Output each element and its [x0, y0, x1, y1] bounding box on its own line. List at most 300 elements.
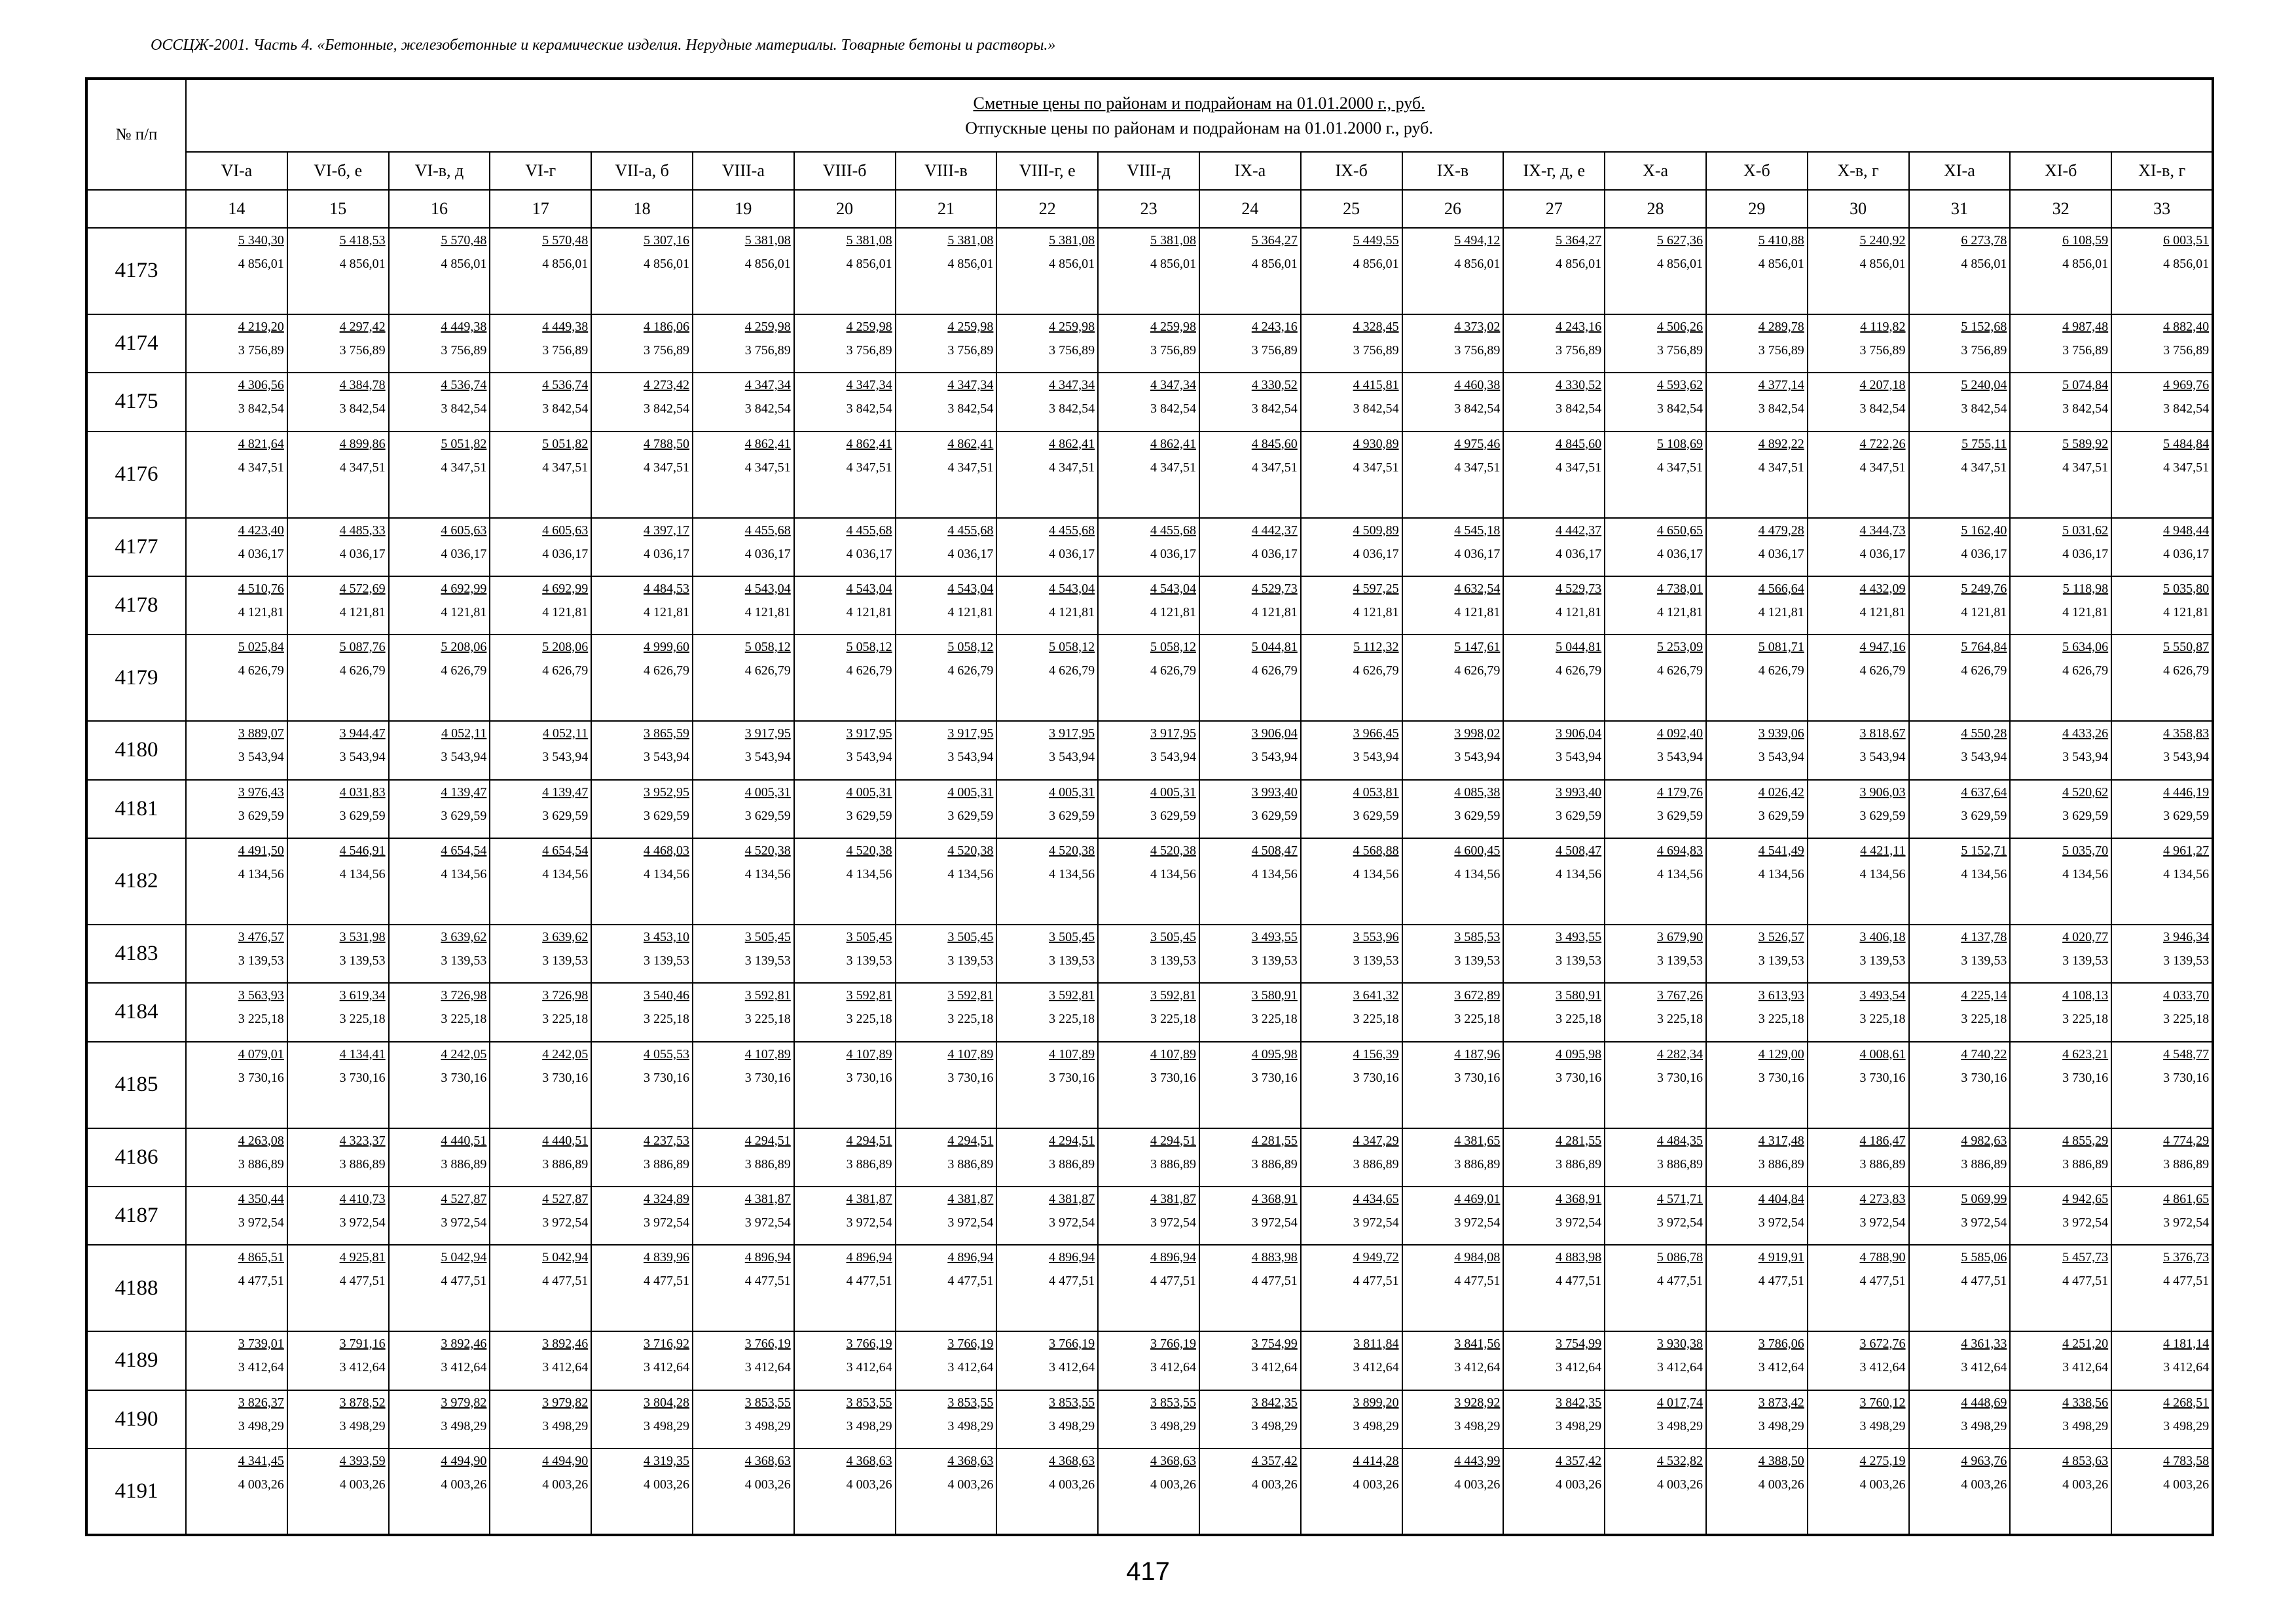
column-index: 18 [591, 190, 693, 228]
price-cell [1301, 780, 1402, 838]
price-cell [389, 576, 490, 635]
price-cell [996, 1187, 1098, 1245]
release-price: 3 886,89 [643, 1156, 689, 1172]
estimated-price: 3 592,81 [846, 988, 892, 1003]
release-price: 3 225,18 [846, 1012, 892, 1027]
estimated-price: 4 568,88 [1353, 843, 1399, 858]
release-price: 3 972,54 [238, 1215, 284, 1230]
estimated-price: 3 592,81 [1049, 988, 1095, 1003]
estimated-price: 4 855,29 [2062, 1133, 2109, 1148]
estimated-price: 5 035,80 [2163, 581, 2210, 596]
price-cell [1909, 1128, 2011, 1187]
release-price: 4 036,17 [947, 546, 994, 561]
price-cell [1605, 925, 1706, 983]
estimated-price: 4 862,41 [846, 436, 892, 451]
row-number: 4180 [86, 721, 186, 779]
price-cell [996, 228, 1098, 314]
estimated-price: 3 613,93 [1758, 988, 1804, 1003]
estimated-price: 3 966,45 [1353, 726, 1399, 741]
price-cell [1605, 576, 1706, 635]
price-cell [1503, 373, 1605, 431]
estimated-price: 3 453,10 [643, 929, 689, 944]
estimated-price: 3 766,19 [1150, 1337, 1196, 1352]
price-cell [693, 983, 794, 1041]
release-price: 3 139,53 [1353, 953, 1399, 968]
price-cell [287, 1042, 389, 1128]
price-cell [1301, 1042, 1402, 1128]
estimated-price: 4 381,87 [1049, 1191, 1095, 1206]
estimated-price: 4 694,83 [1656, 843, 1703, 858]
estimated-price: 4 984,08 [1454, 1250, 1501, 1265]
estimated-price: 3 791,16 [339, 1337, 386, 1352]
release-price: 4 134,56 [1656, 867, 1703, 882]
region-header: VII-а, б [591, 152, 693, 190]
release-price: 4 134,56 [2062, 867, 2109, 882]
release-price: 3 225,18 [744, 1012, 791, 1027]
release-price: 3 412,64 [1556, 1360, 1602, 1375]
release-price: 3 730,16 [947, 1070, 994, 1085]
price-cell [1098, 983, 1199, 1041]
price-cell [490, 1187, 591, 1245]
release-price: 3 543,94 [441, 750, 487, 765]
price-cell [693, 1245, 794, 1331]
release-price: 4 121,81 [2062, 604, 2109, 619]
row-number: 4186 [86, 1128, 186, 1187]
estimated-price: 5 484,84 [2163, 436, 2210, 451]
estimated-price: 3 826,37 [238, 1395, 284, 1410]
estimated-price: 4 455,68 [947, 523, 994, 538]
estimated-price: 3 505,45 [1150, 929, 1196, 944]
price-cell [1605, 373, 1706, 431]
estimated-price: 5 764,84 [1961, 640, 2007, 655]
estimated-price: 4 548,77 [2163, 1046, 2210, 1061]
price-cell [1808, 518, 1909, 576]
price-cell [490, 228, 591, 314]
release-price: 4 347,51 [1656, 460, 1703, 475]
price-cell [1098, 780, 1199, 838]
release-price: 4 134,56 [744, 867, 791, 882]
price-cell [1706, 373, 1808, 431]
release-price: 3 498,29 [1758, 1418, 1804, 1433]
estimated-price: 3 639,62 [542, 929, 589, 944]
price-cell [1909, 576, 2011, 635]
release-price: 3 886,89 [1556, 1156, 1602, 1172]
estimated-price: 4 031,83 [339, 784, 386, 800]
release-price: 4 477,51 [339, 1274, 386, 1289]
estimated-price: 4 455,68 [846, 523, 892, 538]
price-cell [1402, 780, 1504, 838]
estimated-price: 5 035,70 [2062, 843, 2109, 858]
price-cell [794, 1449, 896, 1535]
estimated-price: 3 976,43 [238, 784, 284, 800]
release-price: 3 756,89 [1353, 342, 1399, 358]
price-cell [1098, 1187, 1199, 1245]
price-cell [996, 925, 1098, 983]
estimated-price: 4 484,35 [1656, 1133, 1703, 1148]
estimated-price: 4 597,25 [1353, 581, 1399, 596]
release-price: 4 036,17 [643, 546, 689, 561]
estimated-price: 5 381,08 [947, 233, 994, 248]
release-price: 3 730,16 [2062, 1070, 2109, 1085]
estimated-price: 5 108,69 [1656, 436, 1703, 451]
estimated-price: 5 589,92 [2062, 436, 2109, 451]
row-number: 4173 [86, 228, 186, 314]
estimated-price: 5 058,12 [846, 640, 892, 655]
estimated-price: 4 520,38 [947, 843, 994, 858]
release-price: 4 134,56 [1049, 867, 1095, 882]
estimated-price: 4 357,42 [1251, 1454, 1298, 1469]
price-cell [2010, 314, 2111, 373]
release-price: 4 856,01 [1353, 257, 1399, 271]
price-cell [1706, 518, 1808, 576]
estimated-price: 3 998,02 [1454, 726, 1501, 741]
release-price: 3 842,54 [441, 401, 487, 416]
estimated-price: 5 081,71 [1758, 640, 1804, 655]
release-price: 4 626,79 [1049, 663, 1095, 678]
release-price: 3 498,29 [1251, 1418, 1298, 1433]
estimated-price: 4 449,38 [542, 319, 589, 334]
estimated-price: 4 536,74 [441, 378, 487, 393]
estimated-price: 4 508,47 [1556, 843, 1602, 858]
price-cell [1301, 1245, 1402, 1331]
region-header: VI-в, д [389, 152, 490, 190]
estimated-price: 4 896,94 [744, 1250, 791, 1265]
estimated-price: 4 324,89 [643, 1191, 689, 1206]
release-price: 3 730,16 [1758, 1070, 1804, 1085]
release-price: 4 856,01 [542, 257, 589, 271]
estimated-price: 4 468,03 [643, 843, 689, 858]
price-cell [794, 780, 896, 838]
row-number: 4175 [86, 373, 186, 431]
price-cell [2010, 1449, 2111, 1535]
release-price: 3 225,18 [1150, 1012, 1196, 1027]
price-cell [1301, 983, 1402, 1041]
price-cell [1503, 1245, 1605, 1331]
release-price: 4 003,26 [238, 1477, 284, 1492]
release-price: 4 003,26 [1556, 1477, 1602, 1492]
release-price: 3 842,54 [2062, 401, 2109, 416]
release-price: 4 134,56 [1859, 867, 1906, 882]
price-cell [1605, 780, 1706, 838]
estimated-price: 5 025,84 [238, 640, 284, 655]
price-cell [2111, 1245, 2213, 1331]
estimated-price: 4 259,98 [744, 319, 791, 334]
price-cell [1605, 432, 1706, 518]
release-price: 3 225,18 [441, 1012, 487, 1027]
region-header: IX-а [1199, 152, 1301, 190]
price-cell [490, 432, 591, 518]
release-price: 3 886,89 [1353, 1156, 1399, 1172]
price-cell [1605, 721, 1706, 779]
price-cell [1503, 1449, 1605, 1535]
price-cell [591, 576, 693, 635]
release-price: 3 498,29 [1353, 1418, 1399, 1433]
price-cell [1503, 838, 1605, 925]
price-cell [287, 721, 389, 779]
estimated-price: 4 896,94 [1150, 1250, 1196, 1265]
price-cell [1199, 1449, 1301, 1535]
price-cell [896, 432, 997, 518]
release-price: 3 886,89 [2163, 1156, 2210, 1172]
release-price: 4 856,01 [846, 257, 892, 271]
price-cell [1909, 518, 2011, 576]
release-price: 4 477,51 [1656, 1274, 1703, 1289]
table-row [86, 780, 2213, 838]
price-cell [490, 373, 591, 431]
estimated-price: 4 282,34 [1656, 1046, 1703, 1061]
estimated-price: 6 108,59 [2062, 233, 2109, 248]
price-cell [1301, 1187, 1402, 1245]
price-cell [1098, 1042, 1199, 1128]
estimated-price: 4 107,89 [744, 1046, 791, 1061]
release-price: 3 756,89 [744, 342, 791, 358]
release-price: 4 626,79 [643, 663, 689, 678]
release-price: 4 856,01 [1556, 257, 1602, 271]
estimated-price: 4 207,18 [1859, 378, 1906, 393]
release-price: 3 886,89 [542, 1156, 589, 1172]
estimated-price: 5 042,94 [441, 1250, 487, 1265]
release-price: 3 842,54 [2163, 401, 2210, 416]
price-cell [186, 838, 287, 925]
release-price: 3 972,54 [1961, 1215, 2007, 1230]
release-price: 4 347,51 [339, 460, 386, 475]
estimated-price: 3 873,42 [1758, 1395, 1804, 1410]
price-cell [896, 721, 997, 779]
price-cell [1706, 228, 1808, 314]
region-header: IX-б [1301, 152, 1402, 190]
table-row [86, 721, 2213, 779]
estimated-price: 3 917,95 [947, 726, 994, 741]
table-row [86, 1128, 2213, 1187]
release-price: 3 498,29 [2062, 1418, 2109, 1433]
row-number: 4187 [86, 1187, 186, 1245]
price-cell [1909, 228, 2011, 314]
release-price: 3 139,53 [1251, 953, 1298, 968]
price-cell [591, 721, 693, 779]
estimated-price: 4 448,69 [1961, 1395, 2007, 1410]
release-price: 3 543,94 [238, 750, 284, 765]
estimated-price: 4 738,01 [1656, 581, 1703, 596]
price-cell [1503, 228, 1605, 314]
release-price: 3 629,59 [1150, 808, 1196, 823]
release-price: 3 842,54 [1961, 401, 2007, 416]
release-price: 3 543,94 [1049, 750, 1095, 765]
estimated-price: 3 672,76 [1859, 1337, 1906, 1352]
table-row [86, 1390, 2213, 1449]
price-cell [490, 1331, 591, 1390]
region-header: VIII-а [693, 152, 794, 190]
estimated-price: 5 755,11 [1961, 436, 2007, 451]
price-cell [1605, 983, 1706, 1041]
column-index: 28 [1605, 190, 1706, 228]
estimated-price: 4 484,53 [643, 581, 689, 596]
release-price: 4 121,81 [1961, 604, 2007, 619]
price-cell [2010, 576, 2111, 635]
release-price: 3 629,59 [441, 808, 487, 823]
release-price: 3 629,59 [2163, 808, 2210, 823]
estimated-price: 4 479,28 [1758, 523, 1804, 538]
table-body [86, 228, 2213, 1535]
release-price: 4 856,01 [339, 257, 386, 271]
price-cell [1808, 780, 1909, 838]
price-cell [1503, 925, 1605, 983]
estimated-price: 4 317,48 [1758, 1133, 1804, 1148]
release-price: 4 626,79 [339, 663, 386, 678]
release-price: 3 139,53 [2163, 953, 2210, 968]
estimated-price: 5 087,76 [339, 640, 386, 655]
release-price: 4 856,01 [238, 257, 284, 271]
release-price: 3 498,29 [643, 1418, 689, 1433]
release-price: 4 347,51 [846, 460, 892, 475]
release-price: 3 629,59 [643, 808, 689, 823]
estimated-price: 4 020,77 [2062, 929, 2109, 944]
release-price: 4 856,01 [1049, 257, 1095, 271]
price-cell [1301, 838, 1402, 925]
release-price: 3 972,54 [1758, 1215, 1804, 1230]
estimated-price: 6 003,51 [2163, 233, 2210, 248]
estimated-price: 4 033,70 [2163, 988, 2210, 1003]
price-cell [1706, 1245, 1808, 1331]
release-price: 3 730,16 [1859, 1070, 1906, 1085]
price-cell [1503, 721, 1605, 779]
price-cell [389, 838, 490, 925]
price-cell [794, 838, 896, 925]
release-price: 4 347,51 [1049, 460, 1095, 475]
estimated-price: 4 381,87 [1150, 1191, 1196, 1206]
release-price: 4 134,56 [1150, 867, 1196, 882]
estimated-price: 4 572,69 [339, 581, 386, 596]
column-index: 27 [1503, 190, 1605, 228]
estimated-price: 4 862,41 [947, 436, 994, 451]
release-price: 3 972,54 [2163, 1215, 2210, 1230]
estimated-price: 3 585,53 [1454, 929, 1501, 944]
price-cell [1098, 432, 1199, 518]
estimated-price: 4 347,34 [846, 378, 892, 393]
release-price: 4 003,26 [1251, 1477, 1298, 1492]
price-cell [794, 1187, 896, 1245]
release-price: 4 856,01 [643, 257, 689, 271]
release-price: 3 972,54 [339, 1215, 386, 1230]
estimated-price: 5 044,81 [1556, 640, 1602, 655]
estimated-price: 4 571,71 [1656, 1191, 1703, 1206]
column-index: 23 [1098, 190, 1199, 228]
row-number: 4177 [86, 518, 186, 576]
estimated-price: 4 899,86 [339, 436, 386, 451]
release-price: 4 134,56 [1556, 867, 1602, 882]
price-cell [2111, 925, 2213, 983]
estimated-price: 5 253,09 [1656, 640, 1703, 655]
estimated-price: 4 433,26 [2062, 726, 2109, 741]
release-price: 3 139,53 [2062, 953, 2109, 968]
estimated-price: 4 243,16 [1251, 319, 1298, 334]
estimated-price: 4 529,73 [1251, 581, 1298, 596]
price-cell [1402, 838, 1504, 925]
region-header: X-а [1605, 152, 1706, 190]
price-cell [693, 1042, 794, 1128]
estimated-price: 4 137,78 [1961, 929, 2007, 944]
release-price: 3 412,64 [846, 1360, 892, 1375]
price-cell [1605, 1128, 1706, 1187]
price-cell [287, 1390, 389, 1449]
estimated-price: 4 129,00 [1758, 1046, 1804, 1061]
price-cell [389, 721, 490, 779]
release-price: 3 756,89 [1859, 342, 1906, 358]
price-cell [287, 635, 389, 721]
release-price: 4 121,81 [238, 604, 284, 619]
estimated-price: 3 889,07 [238, 726, 284, 741]
price-cell [1199, 1390, 1301, 1449]
estimated-price: 4 446,19 [2163, 784, 2210, 800]
price-cell [693, 1390, 794, 1449]
estimated-price: 4 095,98 [1556, 1046, 1602, 1061]
region-header: XI-б [2010, 152, 2111, 190]
price-cell [794, 721, 896, 779]
release-price: 3 756,89 [846, 342, 892, 358]
price-cell [896, 314, 997, 373]
release-price: 4 856,01 [1859, 257, 1906, 271]
estimated-price: 4 440,51 [441, 1133, 487, 1148]
estimated-price: 4 975,46 [1454, 436, 1501, 451]
release-price: 3 886,89 [2062, 1156, 2109, 1172]
price-cell [794, 1245, 896, 1331]
price-cell [1098, 228, 1199, 314]
estimated-price: 4 319,35 [643, 1454, 689, 1469]
price-cell [186, 314, 287, 373]
estimated-price: 4 434,65 [1353, 1191, 1399, 1206]
estimated-price: 4 520,38 [1150, 843, 1196, 858]
price-cell [490, 780, 591, 838]
estimated-price: 3 493,55 [1556, 929, 1602, 944]
estimated-price: 4 053,81 [1353, 784, 1399, 800]
price-cell [186, 780, 287, 838]
estimated-price: 4 845,60 [1251, 436, 1298, 451]
table-row [86, 1245, 2213, 1331]
price-cell [287, 1449, 389, 1535]
estimated-price: 4 536,74 [542, 378, 589, 393]
price-cell [794, 1331, 896, 1390]
region-header: VIII-г, е [996, 152, 1098, 190]
estimated-price: 4 788,90 [1859, 1250, 1906, 1265]
release-price: 3 629,59 [1556, 808, 1602, 823]
price-cell [1402, 432, 1504, 518]
release-price: 4 003,26 [1859, 1477, 1906, 1492]
estimated-price: 4 323,37 [339, 1133, 386, 1148]
price-cell [1199, 721, 1301, 779]
release-price: 3 412,64 [2163, 1360, 2210, 1375]
estimated-price: 4 259,98 [1049, 319, 1095, 334]
estimated-price: 3 679,90 [1656, 929, 1703, 944]
table-row [86, 576, 2213, 635]
region-header: VIII-в [896, 152, 997, 190]
release-price: 3 730,16 [1251, 1070, 1298, 1085]
release-price: 3 842,54 [744, 401, 791, 416]
estimated-price: 3 917,95 [1150, 726, 1196, 741]
price-cell [1199, 432, 1301, 518]
release-price: 4 347,51 [1758, 460, 1804, 475]
estimated-price: 4 783,58 [2163, 1454, 2210, 1469]
release-price: 4 626,79 [1859, 663, 1906, 678]
estimated-price: 3 493,55 [1251, 929, 1298, 944]
estimated-price: 4 982,63 [1961, 1133, 2007, 1148]
row-number: 4188 [86, 1245, 186, 1331]
price-cell [1909, 925, 2011, 983]
price-cell [1706, 314, 1808, 373]
release-price: 4 347,51 [2163, 460, 2210, 475]
price-cell [896, 925, 997, 983]
release-price: 3 543,94 [2062, 750, 2109, 765]
price-cell [490, 314, 591, 373]
estimated-price: 5 152,68 [1961, 319, 2007, 334]
